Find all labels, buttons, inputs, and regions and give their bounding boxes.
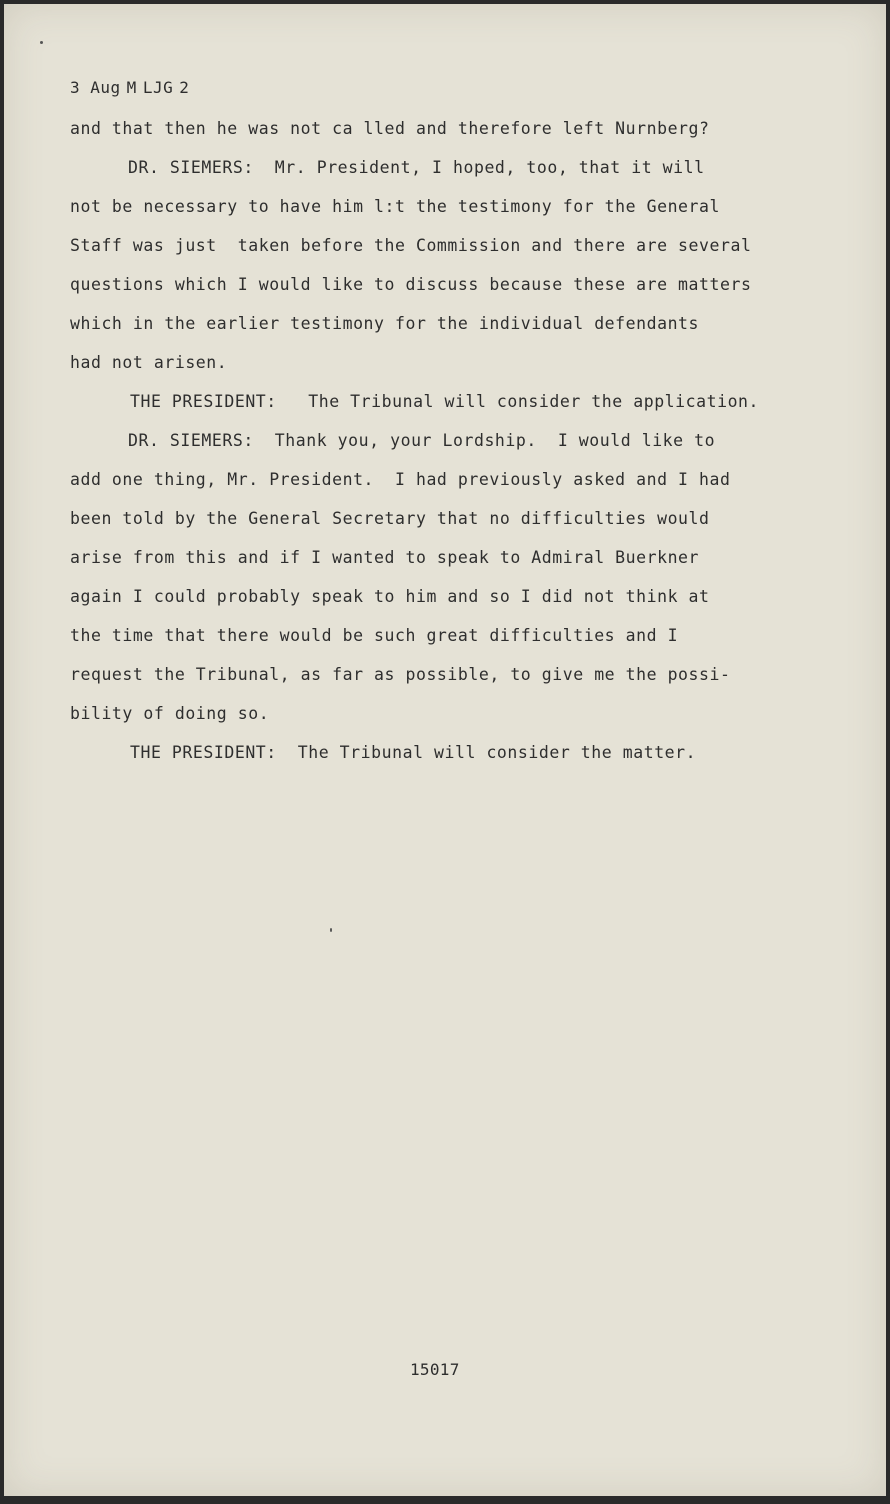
page-number: 15017 [410, 1360, 460, 1379]
text-line: been told by the General Secretary that no difficulties would [70, 509, 710, 528]
text-line: arise from this and if I wanted to speak to Admiral Buerkner [70, 548, 700, 567]
text-line: again I could probably speak to him and so I did not think at [70, 587, 710, 606]
header-sheet: 2 [179, 78, 190, 97]
transcript-page [4, 4, 886, 1496]
text-line: questions which I would like to discuss because these are matters [70, 275, 752, 294]
paper-speck [40, 41, 43, 44]
text-line: Staff was just taken before the Commission and there are several [70, 236, 752, 255]
text-line: THE PRESIDENT: The Tribunal will consider the application. [130, 392, 760, 411]
text-line: THE PRESIDENT: The Tribunal will consider the matter. [130, 743, 697, 762]
text-line: had not arisen. [70, 353, 228, 372]
text-line: request the Tribunal, as far as possible, to give me the possi- [70, 665, 731, 684]
text-line: DR. SIEMERS: Mr. President, I hoped, too, that it will [128, 158, 705, 177]
header-session: M [126, 78, 137, 97]
page-header [70, 78, 195, 97]
header-date: 3 Aug [70, 78, 121, 97]
paper-speck [330, 928, 332, 932]
text-line: bility of doing so. [70, 704, 270, 723]
text-line: which in the earlier testimony for the individual defendants [70, 314, 700, 333]
text-line: add one thing, Mr. President. I had previously asked and I had [70, 470, 731, 489]
header-reporter: LJG [142, 78, 174, 97]
text-line: DR. SIEMERS: Thank you, your Lordship. I would like to [128, 431, 716, 450]
text-line: the time that there would be such great difficulties and I [70, 626, 679, 645]
text-line: and that then he was not ca lled and therefore left Nurnberg? [70, 119, 710, 138]
text-line: not be necessary to have him l:t the testimony for the General [70, 197, 720, 216]
